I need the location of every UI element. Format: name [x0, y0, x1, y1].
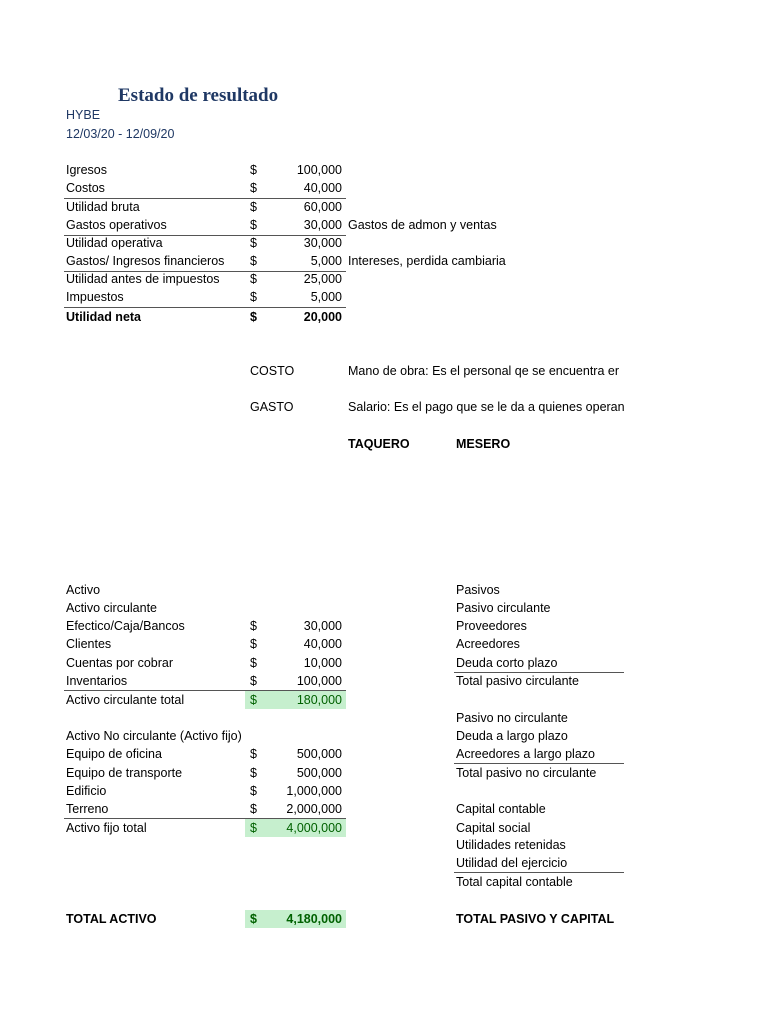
currency-sign: $	[250, 181, 257, 195]
income-row-ingresos	[0, 161, 700, 179]
row-label: Costos	[66, 181, 105, 195]
row-label: TOTAL ACTIVO	[66, 912, 157, 926]
row-value: 60,000	[303, 200, 342, 214]
row-label: Cuentas por cobrar	[66, 656, 174, 670]
currency-sign: $	[250, 218, 257, 232]
row-label: Activo circulante total	[66, 693, 185, 707]
gasto-text: Salario: Es el pago que se le da a quienes operan	[348, 400, 625, 414]
liabilities-heading: Pasivos	[456, 583, 500, 597]
currency-sign: $	[250, 619, 257, 633]
currency-sign: $	[250, 747, 257, 761]
currency-sign: $	[250, 637, 257, 651]
costo-label: COSTO	[250, 364, 295, 378]
section-heading: Activo	[66, 583, 101, 597]
income-row-gastos-operativos	[0, 216, 700, 234]
row-value: 30,000	[303, 218, 342, 232]
income-row-utilidad-operativa	[0, 234, 700, 252]
liability-row: Acreedores a largo plazo	[456, 747, 595, 761]
liability-row: Proveedores	[456, 619, 527, 633]
row-label: Terreno	[66, 802, 109, 816]
period-range: 12/03/20 - 12/09/20	[66, 127, 175, 141]
currency-sign: $	[250, 802, 257, 816]
row-label: Impuestos	[66, 290, 124, 304]
currency-sign: $	[250, 163, 257, 177]
liability-row: Deuda corto plazo	[456, 656, 558, 670]
row-label: Utilidad operativa	[66, 236, 163, 250]
row-label: Equipo de oficina	[66, 747, 162, 761]
row-value: 20,000	[303, 310, 342, 324]
income-row-utilidad-neta	[0, 308, 700, 326]
gasto-label: GASTO	[250, 400, 294, 414]
currency-sign: $	[250, 254, 257, 268]
row-value: 10,000	[303, 656, 342, 670]
row-label: Inventarios	[66, 674, 128, 688]
row-label: Gastos operativos	[66, 218, 167, 232]
row-value: 40,000	[303, 637, 342, 651]
income-row-utilidad-antes-impuestos	[0, 270, 700, 288]
income-row-costos	[0, 179, 700, 197]
income-row-gastos-financieros	[0, 252, 700, 270]
section-heading: Activo No circulante (Activo fijo)	[66, 729, 242, 743]
currency-sign: $	[250, 784, 257, 798]
row-value: 500,000	[296, 747, 342, 761]
row-value: 180,000	[296, 693, 342, 707]
currency-sign: $	[250, 693, 257, 707]
row-value: 30,000	[303, 236, 342, 250]
row-value: 30,000	[303, 619, 342, 633]
asset-row	[0, 782, 400, 800]
current-liabilities-heading: Pasivo circulante	[456, 601, 551, 615]
row-value: 40,000	[303, 181, 342, 195]
row-note: Gastos de admon y ventas	[348, 218, 497, 232]
row-label: Efectico/Caja/Bancos	[66, 619, 185, 633]
page-title: Estado de resultado	[118, 85, 279, 106]
currency-sign: $	[250, 821, 257, 835]
row-label: Utilidad neta	[66, 310, 142, 324]
liability-row: Acreedores	[456, 637, 520, 651]
currency-sign: $	[250, 236, 257, 250]
company-name: HYBE	[66, 108, 101, 122]
row-value: 100,000	[296, 674, 342, 688]
row-label: Edificio	[66, 784, 107, 798]
row-value: 4,180,000	[286, 912, 342, 926]
current-liabilities-total: Total pasivo circulante	[456, 674, 579, 688]
row-value: 4,000,000	[286, 821, 342, 835]
noncurrent-liabilities-heading: Pasivo no circulante	[456, 711, 568, 725]
row-label: Equipo de transporte	[66, 766, 183, 780]
currency-sign: $	[250, 200, 257, 214]
equity-row: Capital social	[456, 821, 531, 835]
row-value: 100,000	[296, 163, 342, 177]
income-row-utilidad-bruta	[0, 198, 700, 216]
row-value: 2,000,000	[286, 802, 342, 816]
row-label: Utilidad bruta	[66, 200, 140, 214]
section-heading: Activo circulante	[66, 601, 158, 615]
equity-heading: Capital contable	[456, 802, 546, 816]
taquero-label: TAQUERO	[348, 437, 410, 451]
currency-sign: $	[250, 290, 257, 304]
equity-row: Utilidad del ejercicio	[456, 856, 568, 870]
costo-text: Mano de obra: Es el personal qe se encuentra er	[348, 364, 620, 378]
currency-sign: $	[250, 272, 257, 286]
row-value: 5,000	[310, 254, 342, 268]
row-value: 1,000,000	[286, 784, 342, 798]
row-label: Clientes	[66, 637, 112, 651]
currency-sign: $	[250, 766, 257, 780]
row-value: 25,000	[303, 272, 342, 286]
equity-row: Utilidades retenidas	[456, 838, 566, 852]
row-note: Intereses, perdida cambiaria	[348, 254, 506, 268]
current-assets-total-row	[0, 691, 400, 709]
liability-row: Deuda a largo plazo	[456, 729, 568, 743]
total-liabilities-equity: TOTAL PASIVO Y CAPITAL	[456, 912, 615, 926]
noncurrent-liabilities-total: Total pasivo no circulante	[456, 766, 597, 780]
row-label: Gastos/ Ingresos financieros	[66, 254, 225, 268]
row-label: Utilidad antes de impuestos	[66, 272, 220, 286]
row-value: 500,000	[296, 766, 342, 780]
equity-total: Total capital contable	[456, 875, 573, 889]
row-label: Igresos	[66, 163, 107, 177]
row-value: 5,000	[310, 290, 342, 304]
mesero-label: MESERO	[456, 437, 511, 451]
row-label: Activo fijo total	[66, 821, 147, 835]
income-row-impuestos	[0, 288, 700, 306]
currency-sign: $	[250, 310, 257, 324]
currency-sign: $	[250, 656, 257, 670]
currency-sign: $	[250, 674, 257, 688]
currency-sign: $	[250, 912, 257, 926]
